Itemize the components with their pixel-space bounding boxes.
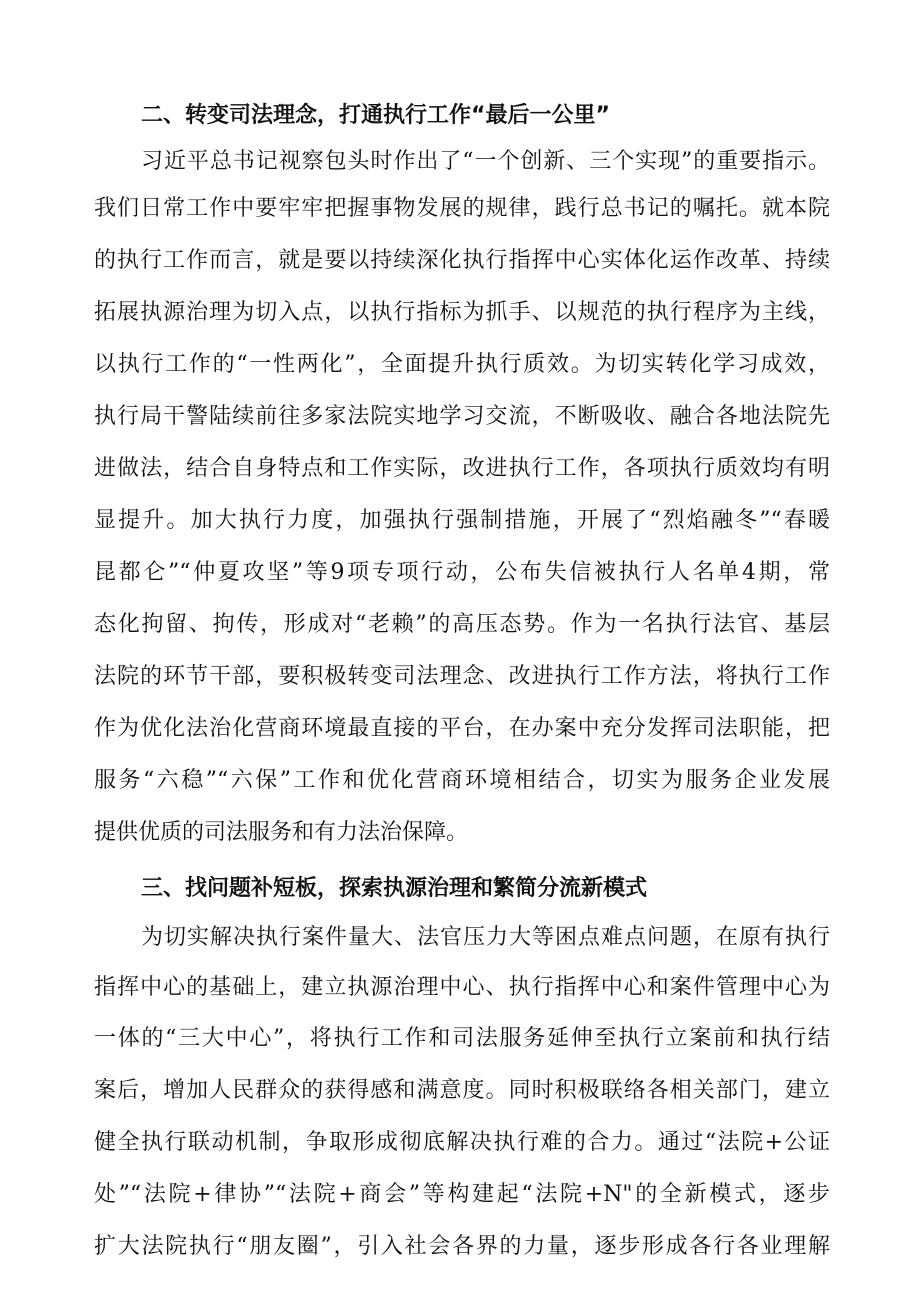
paragraph-line: 案后，增加人民群众的获得感和满意度。同时积极联络各相关部门，建立 [94, 1078, 830, 1103]
paragraph-line: 一体的“三大中心”，将执行工作和司法服务延伸至执行立案前和执行结 [94, 1026, 830, 1051]
paragraph-line: 指挥中心的基础上，建立执源治理中心、执行指挥中心和案件管理中心为 [94, 975, 830, 1000]
paragraph-line: 处”“法院+律协”“法院+商会”等构建起“法院+N"的全新模式，逐步 [94, 1182, 830, 1207]
paragraph-line: 健全执行联动机制，争取形成彻底解决执行难的合力。通过“法院+公证 [94, 1130, 830, 1155]
paragraph-line: 执行局干警陆续前往多家法院实地学习交流，不断吸收、融合各地法院先 [94, 404, 830, 429]
paragraph-line: 为切实解决执行案件量大、法官压力大等困点难点问题，在原有执行 [141, 925, 830, 950]
paragraph-line: 昆都仑”“仲夏攻坚”等9项专项行动，公布失信被执行人名单4期，常 [94, 560, 830, 585]
paragraph-line: 提供优质的司法服务和有力法治保障。 [94, 820, 469, 845]
paragraph-line: 服务“六稳”“六保”工作和优化营商环境相结合，切实为服务企业发展 [94, 768, 830, 793]
paragraph-line: 态化拘留、拘传，形成对“老赖”的高压态势。作为一名执行法官、基层 [94, 612, 830, 637]
section-heading-2: 二、转变司法理念，打通执行工作“最后一公里” [141, 103, 610, 128]
paragraph-line: 作为优化法治化营商环境最直接的平台，在办案中充分发挥司法职能，把 [94, 716, 830, 741]
section-heading-3: 三、找问题补短板，探索执源治理和繁简分流新模式 [141, 876, 648, 901]
paragraph-line: 我们日常工作中要牢牢把握事物发展的规律，践行总书记的嘱托。就本院 [94, 196, 830, 221]
paragraph-line: 进做法，结合自身特点和工作实际，改进执行工作，各项执行质效均有明 [94, 456, 830, 481]
paragraph-line: 习近平总书记视察包头时作出了“一个创新、三个实现”的重要指示。 [141, 149, 830, 174]
paragraph-line: 法院的环节干部，要积极转变司法理念、改进执行工作方法，将执行工作 [94, 664, 830, 689]
paragraph-line: 的执行工作而言，就是要以持续深化执行指挥中心实体化运作改革、持续 [94, 248, 830, 273]
paragraph-line: 显提升。加大执行力度，加强执行强制措施，开展了“烈焰融冬”“春暖 [94, 508, 830, 533]
paragraph-line: 拓展执源治理为切入点，以执行指标为抓手、以规范的执行程序为主线， [94, 300, 830, 325]
paragraph-line: 扩大法院执行“朋友圈”，引入社会各界的力量，逐步形成各行各业理解 [94, 1234, 830, 1259]
paragraph-line: 以执行工作的“一性两化”，全面提升执行质效。为切实转化学习成效， [94, 352, 830, 377]
